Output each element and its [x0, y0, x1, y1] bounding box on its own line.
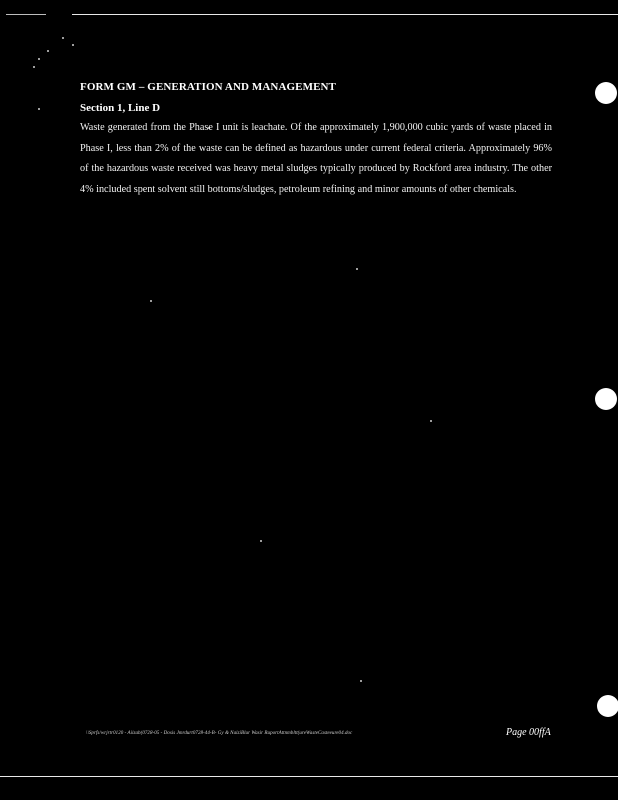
punch-hole-middle: [595, 388, 617, 410]
page-number: Page 00ffA: [506, 727, 551, 738]
scan-speck: [356, 268, 358, 270]
body-paragraph: Waste generated from the Phase I unit is leachate. Of the approximately 1,900,000 cubic yards of waste placed in Phase I, less than 2% of the waste can be defined as hazardous under current federal criteria. Approximately 96% of the hazardous waste received was heavy metal sludges typically produced by Rockford area industry. The other 4% included spent solvent still bottoms/sludges, petroleum refining and minor amounts of other chemicals.: [80, 122, 552, 195]
footer-file-path: \\Sprfs/wrjrtr0120 - Aiizab(0728-05 - Dosis Jmrdurt0728-44-B- Gy & NaiziBlur Wasir RuportAttnmbltt(ureWasteCasteeure04.doc: [86, 731, 353, 736]
page-content: [80, 80, 552, 200]
top-edge-line: [6, 14, 46, 15]
punch-hole-top: [595, 82, 617, 104]
scan-speck: [38, 58, 40, 60]
scan-speck: [360, 680, 362, 682]
scan-speck: [38, 108, 40, 110]
scan-speck: [33, 66, 35, 68]
scan-speck: [430, 420, 432, 422]
scan-speck: [150, 300, 152, 302]
scan-speck: [260, 540, 262, 542]
scan-speck: [72, 44, 74, 46]
form-heading: FORM GM – GENERATION AND MANAGEMENT: [80, 81, 336, 93]
scan-speck: [47, 50, 49, 52]
section-heading: Section 1, Line D: [80, 102, 161, 114]
top-rule: [72, 14, 618, 15]
punch-hole-bottom: [597, 695, 618, 717]
scan-speck: [62, 37, 64, 39]
bottom-rule: [0, 776, 618, 777]
